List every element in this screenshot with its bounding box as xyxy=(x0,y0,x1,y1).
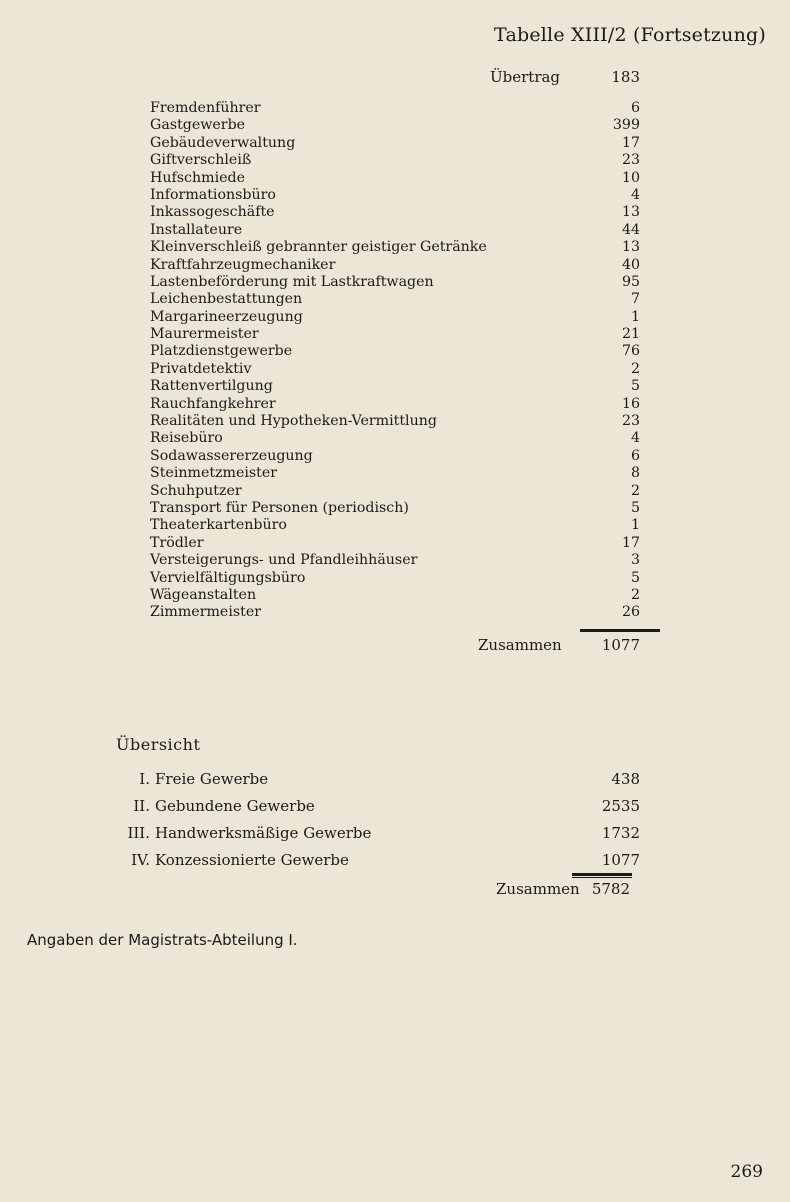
summary-row xyxy=(100,820,640,847)
entry-label: Maurermeister xyxy=(150,326,259,343)
table-row xyxy=(150,152,640,169)
summary-total-label: Zusammen xyxy=(496,880,580,898)
summary-total-row xyxy=(496,880,630,898)
source-note: Angaben der Magistrats-Abteilung I. xyxy=(27,931,298,949)
entry-value: 399 xyxy=(612,117,640,134)
summary-label: Freie Gewerbe xyxy=(155,770,269,788)
entry-label: Schuhputzer xyxy=(150,482,242,499)
table-row xyxy=(150,378,640,395)
entry-label: Kleinverschleiß gebrannter geistiger Getränke xyxy=(150,239,487,256)
summary-numeral: IV. xyxy=(131,851,150,869)
summary-label: Gebundene Gewerbe xyxy=(155,797,315,815)
entry-label: Hufschmiede xyxy=(150,169,245,186)
entry-value: 21 xyxy=(621,326,640,343)
table-title: Tabelle XIII/2 (Fortsetzung) xyxy=(494,24,766,46)
carryover-row xyxy=(490,68,640,86)
table-row xyxy=(150,413,640,430)
table-row xyxy=(150,187,640,204)
entry-value: 2 xyxy=(630,482,640,499)
carryover-label: Übertrag xyxy=(490,68,561,86)
entry-value: 40 xyxy=(621,256,640,273)
summary-row xyxy=(100,847,640,874)
entry-label: Platzdienstgewerbe xyxy=(150,343,293,360)
table-row xyxy=(150,500,640,517)
table-row xyxy=(150,552,640,569)
entry-value: 3 xyxy=(630,552,640,569)
entry-label: Installateure xyxy=(150,221,243,238)
table-row xyxy=(150,587,640,604)
entry-value: 7 xyxy=(630,291,640,308)
entry-value: 5 xyxy=(630,378,640,395)
table-row xyxy=(150,222,640,239)
entry-label: Sodawassererzeugung xyxy=(150,447,313,464)
table-row xyxy=(150,326,640,343)
total-row xyxy=(478,636,640,654)
entry-value: 5 xyxy=(630,499,640,516)
entry-label: Privatdetektiv xyxy=(150,360,252,377)
entry-value: 23 xyxy=(621,413,640,430)
entry-label: Wägeanstalten xyxy=(150,586,257,603)
table-row xyxy=(150,448,640,465)
summary-row xyxy=(100,766,640,793)
entry-label: Lastenbeförderung mit Lastkraftwagen xyxy=(150,273,434,290)
total-rule xyxy=(580,629,660,632)
entry-label: Gastgewerbe xyxy=(150,117,246,134)
total-label: Zusammen xyxy=(478,636,562,654)
entry-label: Inkassogeschäfte xyxy=(150,204,275,221)
table-row xyxy=(150,535,640,552)
table-row xyxy=(150,257,640,274)
entry-label: Zimmermeister xyxy=(150,604,262,621)
table-row xyxy=(150,274,640,291)
entry-value: 6 xyxy=(630,100,640,116)
entry-label: Rauchfangkehrer xyxy=(150,395,276,412)
table-row xyxy=(150,483,640,500)
entry-value: 26 xyxy=(621,604,640,621)
summary-value: 438 xyxy=(611,770,640,788)
entry-value: 1 xyxy=(630,308,640,325)
entry-value: 76 xyxy=(621,343,640,360)
summary-total-rule xyxy=(572,873,632,876)
trade-list xyxy=(150,100,640,622)
entry-value: 17 xyxy=(621,534,640,551)
summary-heading: Übersicht xyxy=(116,735,201,754)
summary-numeral: III. xyxy=(127,824,150,842)
entry-label: Gebäudeverwaltung xyxy=(150,134,296,151)
table-row xyxy=(150,309,640,326)
total-value: 1077 xyxy=(601,636,640,654)
entry-label: Giftverschleiß xyxy=(150,152,252,169)
entry-value: 10 xyxy=(621,169,640,186)
table-row xyxy=(150,117,640,134)
entry-value: 8 xyxy=(630,465,640,482)
entry-value: 17 xyxy=(621,134,640,151)
entry-value: 13 xyxy=(621,204,640,221)
entry-label: Realitäten und Hypotheken-Vermittlung xyxy=(150,413,437,430)
entry-value: 2 xyxy=(630,360,640,377)
entry-value: 23 xyxy=(621,152,640,169)
entry-label: Trödler xyxy=(150,534,204,551)
summary-numeral: II. xyxy=(133,797,150,815)
entry-label: Kraftfahrzeugmechaniker xyxy=(150,256,336,273)
table-row xyxy=(150,135,640,152)
entry-value: 44 xyxy=(621,221,640,238)
entry-label: Theaterkartenbüro xyxy=(150,517,287,534)
summary-label: Handwerksmäßige Gewerbe xyxy=(155,824,372,842)
summary-total-value: 5782 xyxy=(591,880,630,898)
entry-value: 4 xyxy=(630,430,640,447)
summary-numeral: I. xyxy=(139,770,150,788)
table-row xyxy=(150,239,640,256)
entry-label: Informationsbüro xyxy=(150,186,276,203)
entry-value: 5 xyxy=(630,569,640,586)
entry-value: 6 xyxy=(630,447,640,464)
table-row xyxy=(150,291,640,308)
table-row xyxy=(150,465,640,482)
entry-value: 1 xyxy=(630,517,640,534)
table-row xyxy=(150,170,640,187)
summary-label: Konzessionierte Gewerbe xyxy=(155,851,349,869)
carryover-value: 183 xyxy=(611,68,640,86)
table-row xyxy=(150,100,640,117)
summary-table xyxy=(100,766,640,874)
summary-total-rule-thin xyxy=(572,877,632,878)
table-row xyxy=(150,361,640,378)
entry-label: Versteigerungs- und Pfandleihhäuser xyxy=(150,552,418,569)
entry-value: 2 xyxy=(630,586,640,603)
summary-value: 1077 xyxy=(601,851,640,869)
entry-label: Transport für Personen (periodisch) xyxy=(150,499,409,516)
table-row xyxy=(150,570,640,587)
table-row xyxy=(150,204,640,221)
summary-value: 2535 xyxy=(601,797,640,815)
entry-value: 13 xyxy=(621,239,640,256)
table-row xyxy=(150,517,640,534)
entry-label: Rattenvertilgung xyxy=(150,378,273,395)
entry-label: Vervielfältigungsbüro xyxy=(150,569,306,586)
entry-label: Steinmetzmeister xyxy=(150,465,278,482)
table-row xyxy=(150,430,640,447)
table-row xyxy=(150,396,640,413)
table-row xyxy=(150,343,640,360)
summary-value: 1732 xyxy=(601,824,640,842)
summary-row xyxy=(100,793,640,820)
entry-label: Reisebüro xyxy=(150,430,223,447)
entry-value: 16 xyxy=(621,395,640,412)
table-row xyxy=(150,604,640,621)
entry-value: 95 xyxy=(621,273,640,290)
entry-label: Margarineerzeugung xyxy=(150,308,303,325)
entry-label: Leichenbestattungen xyxy=(150,291,303,308)
entry-label: Fremdenführer xyxy=(150,100,261,116)
entry-value: 4 xyxy=(630,186,640,203)
page-number: 269 xyxy=(730,1162,763,1182)
